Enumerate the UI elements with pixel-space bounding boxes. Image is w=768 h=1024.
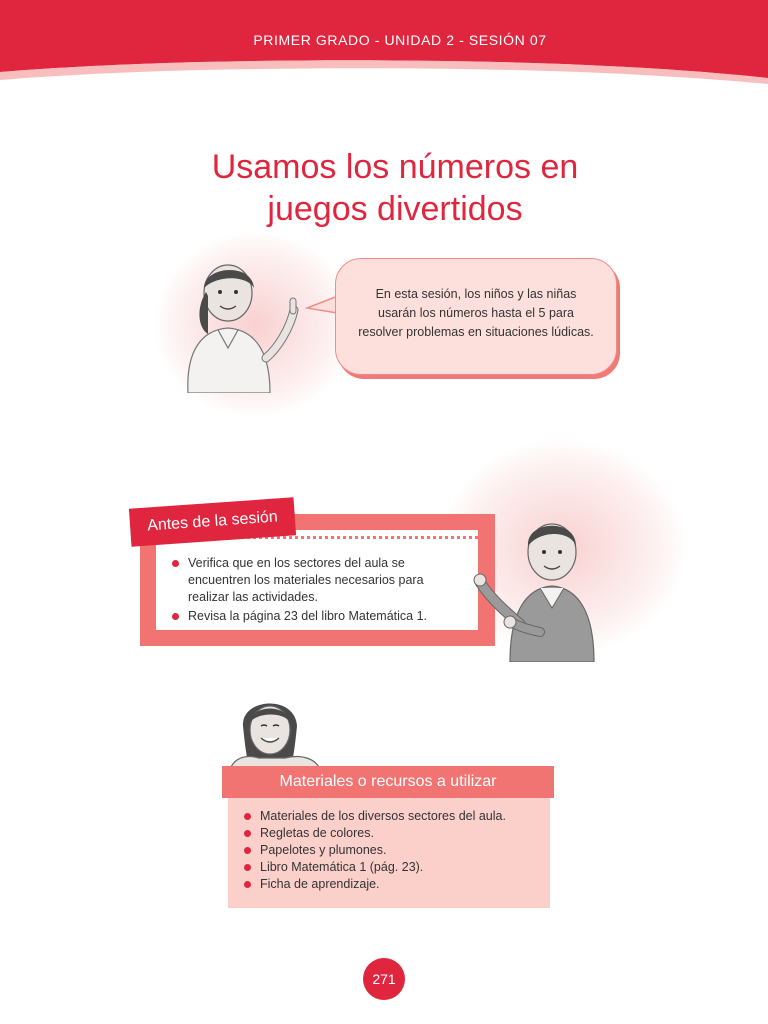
materiales-heading: Materiales o recursos a utilizar [222, 766, 554, 798]
list-item: Papelotes y plumones. [242, 842, 542, 859]
bullet-icon [244, 881, 251, 888]
list-item: Ficha de aprendizaje. [242, 876, 542, 893]
title-line-1: Usamos los números en [211, 148, 579, 186]
bullet-icon [244, 813, 251, 820]
boy-pointing-illustration [470, 512, 600, 662]
title-line-2: juegos divertidos [267, 190, 523, 228]
bullet-icon [244, 864, 251, 871]
list-item: Libro Matemática 1 (pág. 23). [242, 859, 542, 876]
materiales-box [228, 798, 550, 908]
list-item: Materiales de los diversos sectores del aula. [242, 808, 542, 825]
bullet-icon [172, 613, 179, 620]
antes-heading: Antes de la sesión [129, 497, 296, 546]
list-item: Verifica que en los sectores del aula se encuentren los materiales necesarios para realizar las actividades. [170, 555, 440, 606]
bullet-icon [244, 830, 251, 837]
speech-text: En esta sesión, los niños y las niñas usarán los números hasta el 5 para resolver problemas en situaciones lúdicas. [358, 287, 594, 339]
speech-bubble [335, 258, 617, 375]
girl-leaning-illustration [225, 692, 325, 772]
materiales-list [242, 808, 542, 893]
bullet-icon [172, 560, 179, 567]
page-title [150, 146, 640, 230]
header-band [0, 0, 768, 90]
list-item: Revisa la página 23 del libro Matemática 1. [170, 608, 440, 625]
bullet-icon [244, 847, 251, 854]
list-item: Regletas de colores. [242, 825, 542, 842]
header-title: PRIMER GRADO - UNIDAD 2 - SESIÓN 07 [253, 32, 547, 48]
antes-list [170, 555, 440, 625]
girl-pointing-illustration [178, 258, 318, 393]
page-number: 271 [363, 958, 405, 1000]
